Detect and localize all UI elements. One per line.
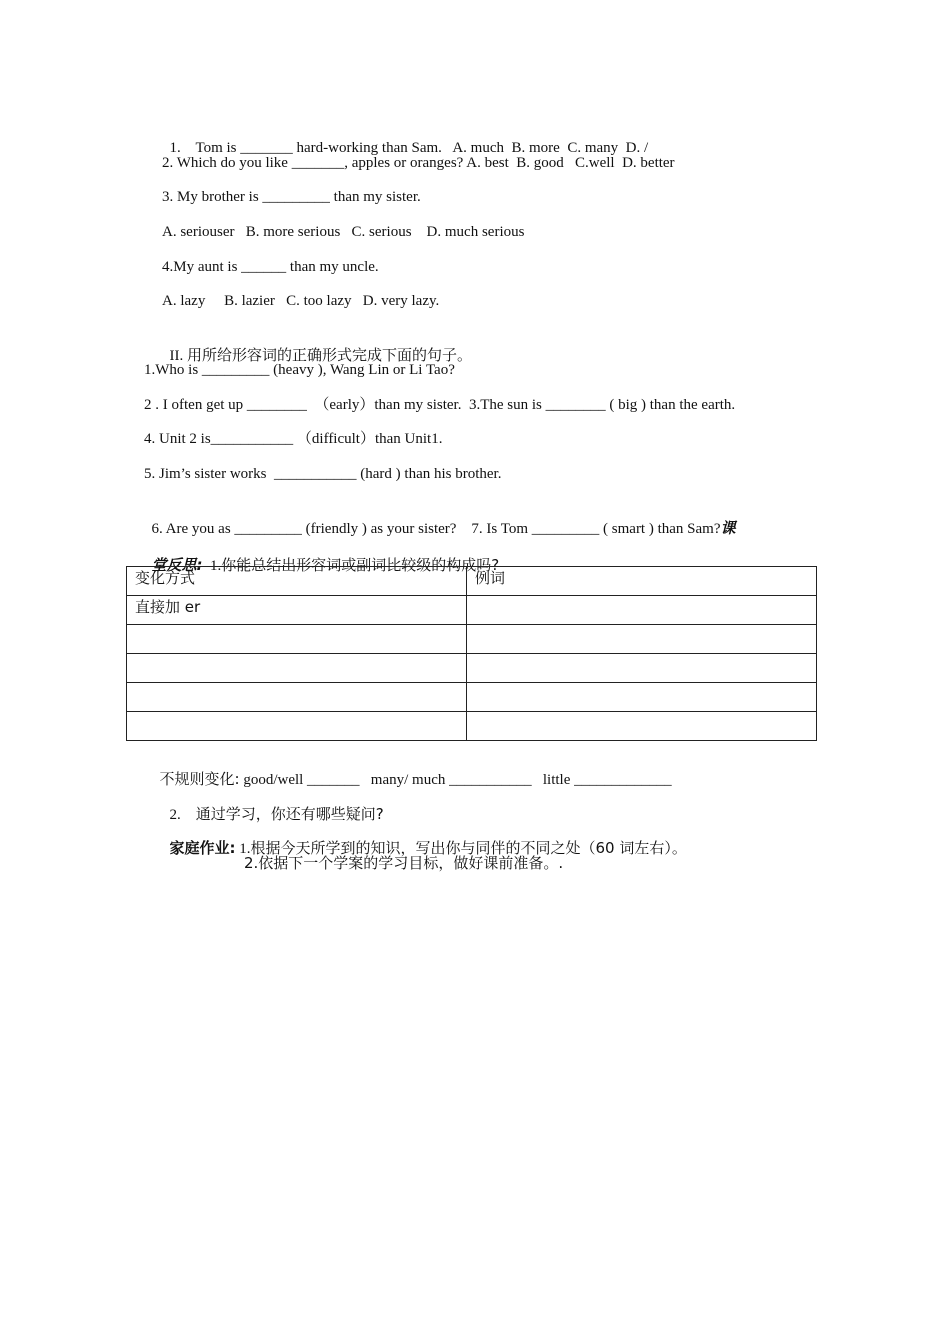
reflection-label: 堂反思: [151,556,203,574]
fill-item-4: 4. Unit 2 is___________ （difficult）than Unit1. [144,431,443,447]
reflection-q1-text: 你能总结出形容词或副词比较级的构成吗? [221,556,500,574]
question-4-options: A. lazy B. lazier C. too lazy D. very lazy. [162,293,440,309]
ke-character: 课 [720,519,736,537]
question-doubts-text: 通过学习，你还有哪些疑问? [195,805,384,823]
table-cell [467,625,817,654]
table-cell [467,712,817,741]
table-header-row [127,567,817,596]
question-1 [162,118,648,158]
question-doubts-number: 2. [169,807,181,823]
table-cell [127,625,467,654]
comparative-table [126,566,817,741]
table-cell [467,596,817,625]
question-1-text: Tom is _______ hard-working than Sam. A. much B. more C. many D. / [195,140,649,156]
table-cell [127,654,467,683]
fill-item-2-3: 2 . I often get up ________ （early）than my sister. 3.The sun is ________ ( big ) than the earth. [144,397,736,413]
section-2-title: 用所给形容词的正确形式完成下面的句子。 [187,346,473,364]
table-header-method: 变化方式 [127,567,467,596]
table-cell [127,712,467,741]
table-row [127,625,817,654]
question-4: 4.My aunt is ______ than my uncle. [162,259,379,275]
fill-item-1: 1.Who is _________ (heavy ), Wang Lin or Li Tao? [144,362,455,378]
table-row [127,712,817,741]
question-2: 2. Which do you like _______, apples or oranges? A. best B. good C.well D. better [162,155,675,171]
question-1-number: 1. [169,140,181,156]
table-cell [467,683,817,712]
question-3-options: A. seriouser B. more serious C. serious D. much serious [162,224,525,240]
question-3: 3. My brother is _________ than my sister. [162,189,421,205]
homework-item-2: 2.依据下一个学案的学习目标，做好课前准备。. [244,854,564,872]
table-cell [127,683,467,712]
table-cell: 直接加 er [127,596,467,625]
fill-item-6-7-text: 6. Are you as _________ (friendly ) as your sister? 7. Is Tom _________ ( smart ) than Sam? [151,521,721,537]
homework-item1-text: 根据今天所学到的知识，写出你与同伴的不同之处（60 词左右）。 [250,839,687,857]
fill-item-5: 5. Jim’s sister works ___________ (hard ) than his brother. [144,466,502,482]
fill-item-6-7 [144,498,736,539]
reflection-q1-number: 1. [210,558,222,574]
homework-label: 家庭作业: [169,839,236,857]
section-2-number: II. [169,348,184,364]
table-header-example: 例词 [467,567,817,596]
table-row [127,596,817,625]
homework-item1-number: 1. [239,841,251,857]
irregular-text: good/well _______ many/ much ___________ little _____________ [239,772,672,788]
table-row [127,683,817,712]
irregular-label: 不规则变化: [159,770,240,788]
table-row [127,654,817,683]
table-cell [467,654,817,683]
